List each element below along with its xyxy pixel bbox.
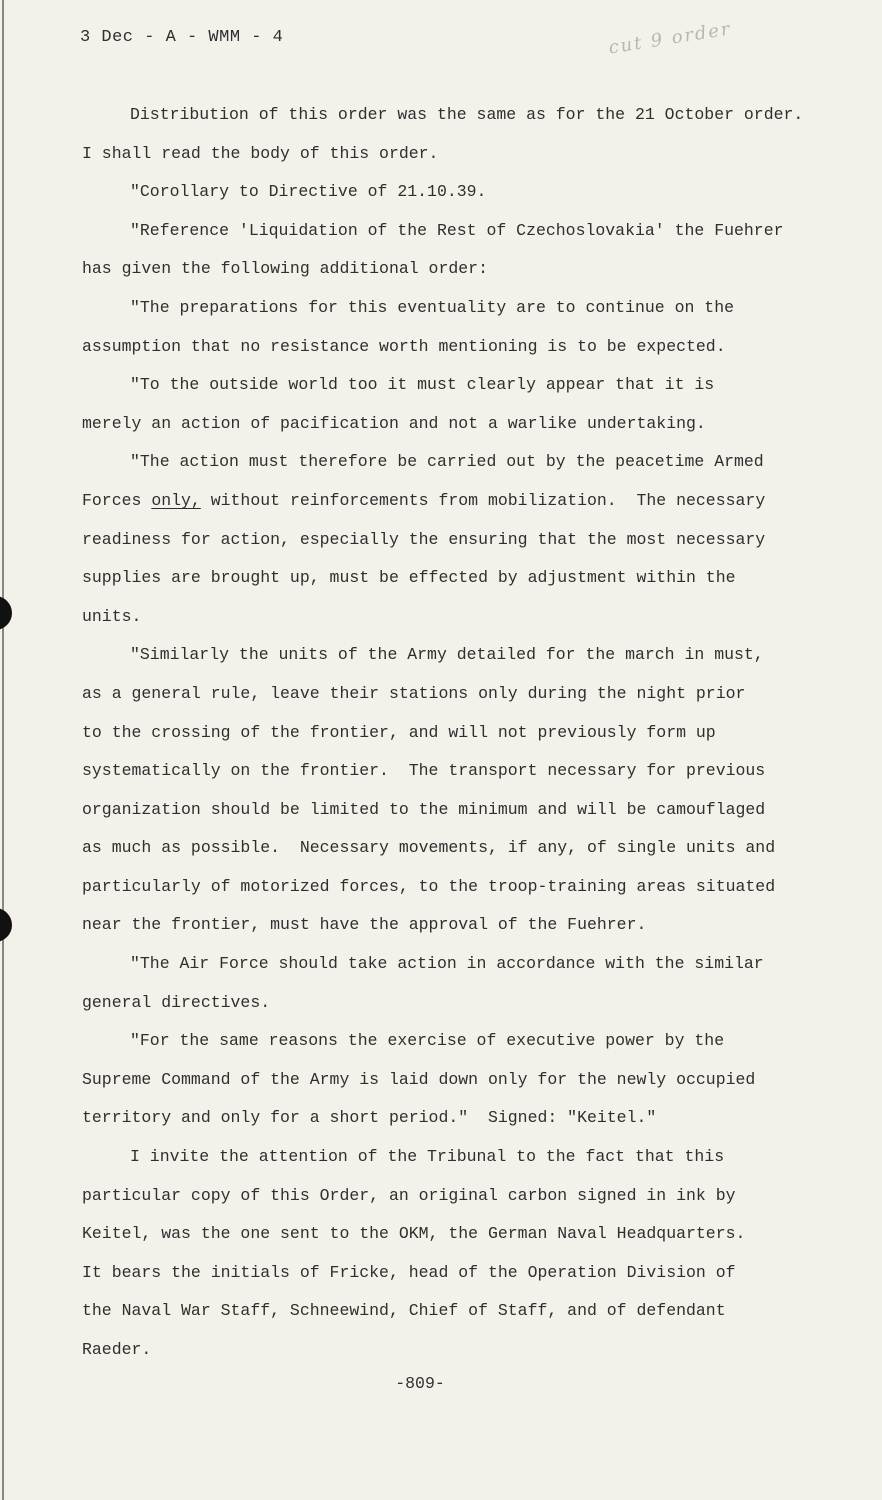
text-line: "For the same reasons the exercise of executive power by the: [130, 1031, 725, 1051]
text-line: "To the outside world too it must clearly appear that it is: [130, 375, 715, 395]
text-line: organization should be limited to the minimum and will be camouflaged: [82, 799, 766, 819]
text-line: territory and only for a short period." Signed: "Keitel.": [82, 1108, 657, 1128]
text-line: "Corollary to Directive of 21.10.39.: [130, 182, 487, 202]
text-line: general directives.: [82, 992, 271, 1012]
text-line: It bears the initials of Fricke, head of the Operation Division of: [82, 1262, 736, 1282]
page-number: -809-: [395, 1374, 445, 1393]
text-segment: without reinforcements from mobilization. The necessary: [200, 490, 766, 510]
underlined-word: only,: [151, 490, 201, 510]
document-body: [82, 96, 802, 1370]
text-line: as much as possible. Necessary movements, if any, of single units and: [82, 838, 776, 858]
text-line: I invite the attention of the Tribunal to the fact that this: [130, 1147, 725, 1167]
page-edge: [2, 0, 4, 1500]
text-line-with-emphasis: [82, 482, 802, 521]
text-line: supplies are brought up, must be effected by adjustment within the: [82, 568, 736, 588]
text-line: to the crossing of the frontier, and will not previously form up: [82, 722, 716, 742]
document-reference: 3 Dec - A - WMM - 4: [80, 28, 284, 47]
punch-hole-upper: [0, 596, 12, 630]
text-line: has given the following additional order:: [82, 259, 488, 279]
text-line: Supreme Command of the Army is laid down only for the newly occupied: [82, 1069, 756, 1089]
text-line: "The Air Force should take action in accordance with the similar: [130, 954, 764, 974]
text-line: near the frontier, must have the approval of the Fuehrer.: [82, 915, 647, 935]
text-line: particular copy of this Order, an original carbon signed in ink by: [82, 1185, 736, 1205]
text-line: "The preparations for this eventuality are to continue on the: [130, 297, 734, 317]
text-line: Keitel, was the one sent to the OKM, the German Naval Headquarters.: [82, 1224, 746, 1244]
text-line: Raeder.: [82, 1340, 152, 1359]
text-line: assumption that no resistance worth mentioning is to be expected.: [82, 336, 726, 356]
text-line: "The action must therefore be carried out by the peacetime Armed: [130, 452, 764, 472]
text-segment: Forces: [82, 490, 152, 510]
text-line: the Naval War Staff, Schneewind, Chief of Staff, and of defendant: [82, 1301, 726, 1321]
handwritten-note: cut 9 order: [607, 18, 733, 59]
text-line: Distribution of this order was the same as for the 21 October order.: [130, 105, 804, 124]
text-line: units.: [82, 606, 142, 626]
text-line: as a general rule, leave their stations only during the night prior: [82, 683, 746, 703]
text-line: merely an action of pacification and not a warlike undertaking.: [82, 413, 706, 433]
punch-hole-lower: [0, 908, 12, 942]
text-line: particularly of motorized forces, to the troop-training areas situated: [82, 876, 776, 896]
text-line: readiness for action, especially the ensuring that the most necessary: [82, 529, 766, 549]
text-line: "Reference 'Liquidation of the Rest of Czechoslovakia' the Fuehrer: [130, 220, 784, 240]
text-line: I shall read the body of this order.: [82, 143, 439, 163]
text-line: "Similarly the units of the Army detailed for the march in must,: [130, 645, 764, 665]
text-line: systematically on the frontier. The transport necessary for previous: [82, 761, 766, 781]
